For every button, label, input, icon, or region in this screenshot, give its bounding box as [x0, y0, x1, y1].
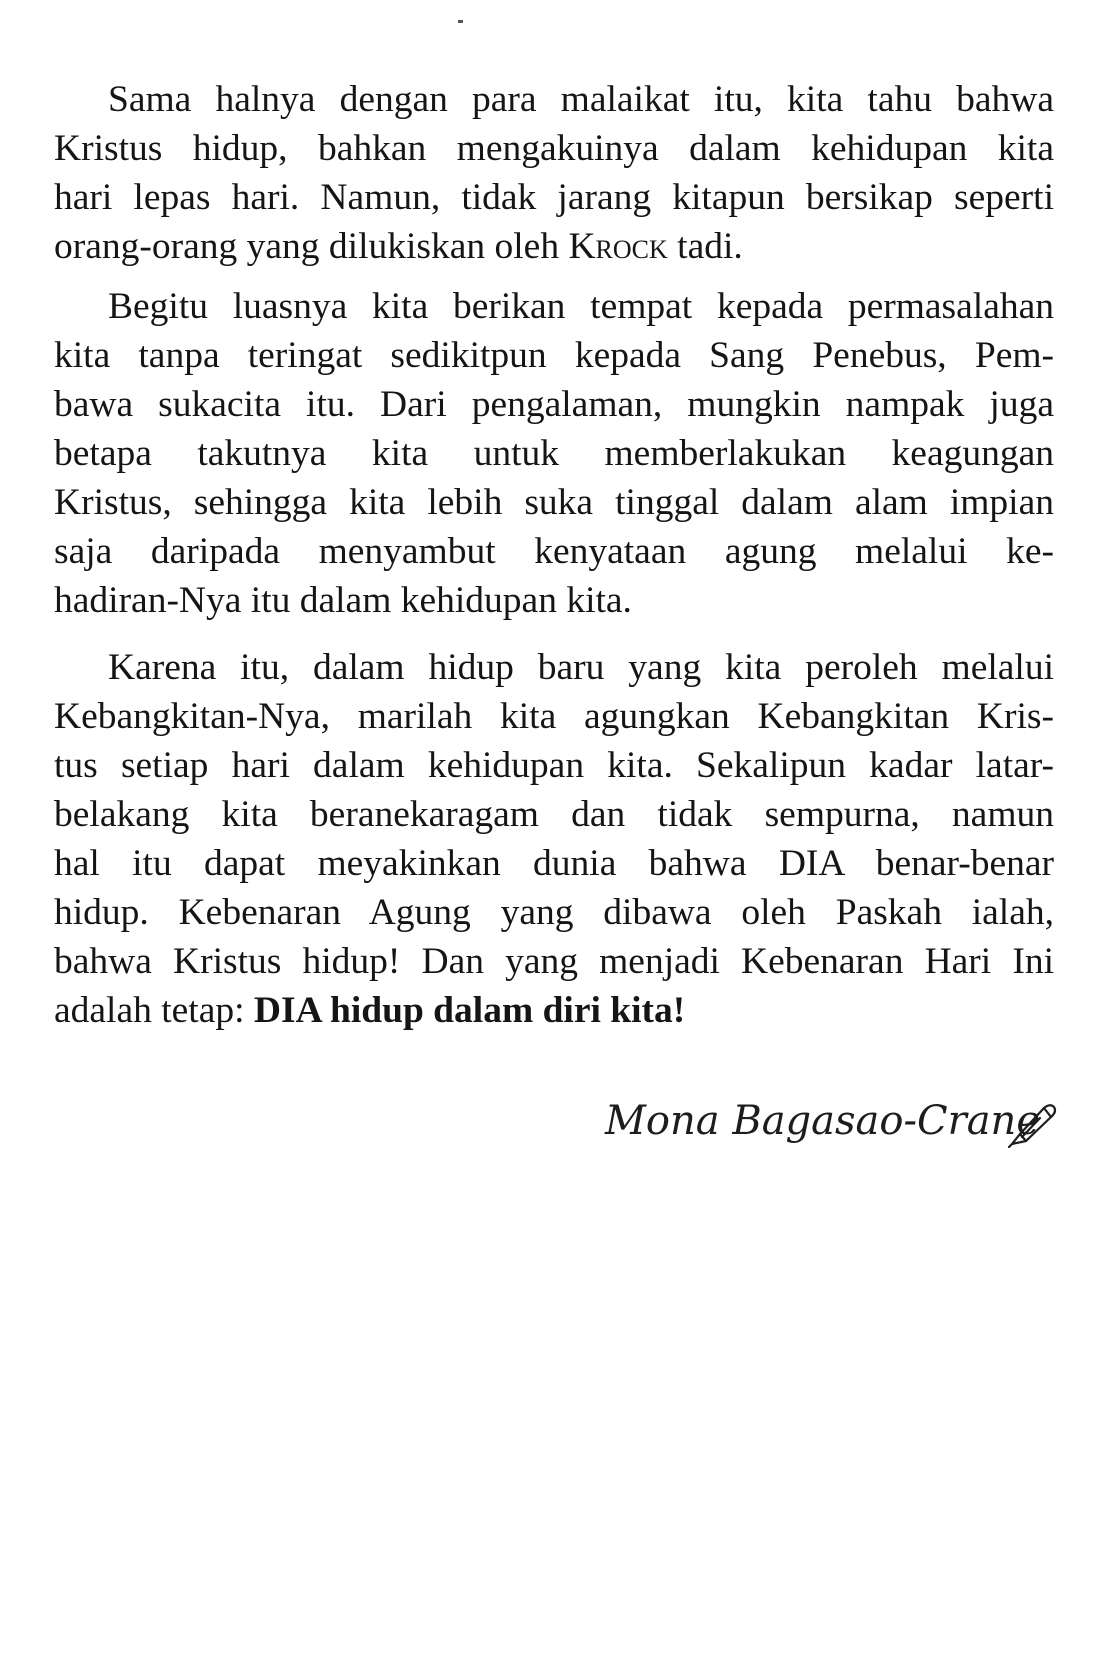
text-line: Kristus, sehingga kita lebih suka tinggal dalam alam impian [54, 482, 1054, 523]
text-line: hadiran-Nya itu dalam kehidupan kita. [54, 580, 632, 621]
text-line: tus setiap hari dalam kehidupan kita. Sekalipun kadar latar- [54, 745, 1054, 786]
text-line: kita tanpa teringat sedikitpun kepada Sang Penebus, Pem- [54, 335, 1054, 376]
text-line [54, 986, 1054, 1035]
text-line: hal itu dapat meyakinkan dunia bahwa DIA benar-benar [54, 843, 1054, 884]
text-fragment: tadi. [677, 226, 743, 267]
text-line: Begitu luasnya kita berikan tempat kepada permasalahan [108, 286, 1054, 327]
text-line: Sama halnya dengan para malaikat itu, kita tahu bahwa [108, 79, 1054, 120]
text-fragment: orang-orang yang dilukiskan oleh [54, 226, 560, 267]
pen-icon [1006, 1100, 1058, 1148]
author-name-krock: Krock [568, 226, 668, 267]
text-line: bawa sukacita itu. Dari pengalaman, mungkin nampak juga [54, 384, 1054, 425]
text-line: hari lepas hari. Namun, tidak jarang kitapun bersikap seperti [54, 177, 1054, 218]
text-line: saja daripada menyambut kenyataan agung melalui ke- [54, 531, 1054, 572]
paragraph-1 [54, 75, 1054, 271]
paragraph-3 [54, 643, 1054, 1035]
text-line: hidup. Kebenaran Agung yang dibawa oleh Paskah ialah, [54, 892, 1054, 933]
text-line: betapa takutnya kita untuk memberlakukan keagungan [54, 433, 1054, 474]
text-line: bahwa Kristus hidup! Dan yang menjadi Kebenaran Hari Ini [54, 941, 1054, 982]
text-line: belakang kita beranekaragam dan tidak sempurna, namun [54, 794, 1054, 835]
author-signature: Mona Bagasao-Crane [604, 1098, 1040, 1144]
print-speck [458, 20, 463, 23]
text-fragment: adalah tetap: [54, 990, 245, 1031]
text-line [54, 222, 1054, 271]
text-line: Kebangkitan-Nya, marilah kita agungkan Kebangkitan Kris- [54, 696, 1054, 737]
closing-statement: DIA hidup dalam diri kita! [253, 990, 686, 1031]
paragraph-2 [54, 282, 1054, 625]
text-line: Karena itu, dalam hidup baru yang kita peroleh melalui [108, 647, 1054, 688]
text-line: Kristus hidup, bahkan mengakuinya dalam kehidupan kita [54, 128, 1054, 169]
